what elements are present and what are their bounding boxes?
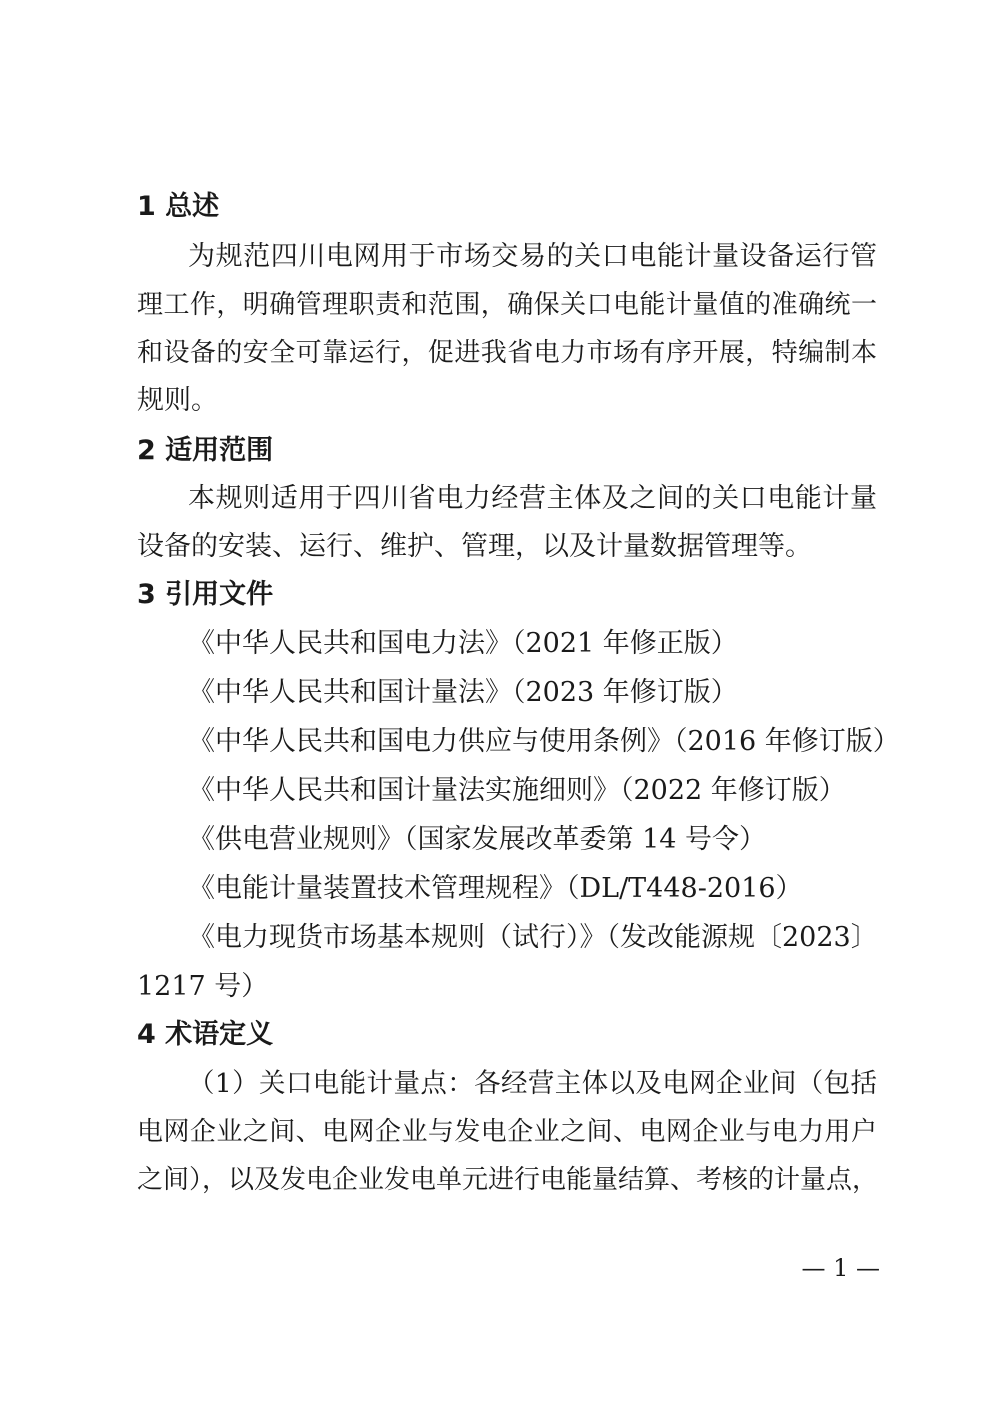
reference-3: 《中华人民共和国电力供应与使用条例》（2016 年修订版） (188, 726, 900, 757)
section-4-line-2: 电网企业之间、电网企业与发电企业之间、电网企业与电力用户 (137, 1117, 877, 1147)
page-number: — 1 — (801, 1254, 880, 1282)
section-4-line-1: （1）关口电能计量点：各经营主体以及电网企业间（包括 (188, 1068, 877, 1099)
reference-6: 《电能计量装置技术管理规程》（DL/T448-2016） (188, 873, 803, 904)
section-2-heading: 2 适用范围 (137, 435, 274, 466)
section-1-line-3: 和设备的安全可靠运行，促进我省电力市场有序开展，特编制本 (137, 338, 877, 368)
section-1-line-4: 规则。 (137, 385, 218, 416)
section-1-line-1: 为规范四川电网用于市场交易的关口电能计量设备运行管 (188, 241, 877, 272)
section-2-line-1: 本规则适用于四川省电力经营主体及之间的关口电能计量 (188, 483, 877, 514)
section-4-heading: 4 术语定义 (137, 1019, 274, 1050)
reference-7-continued: 1217 号） (137, 971, 269, 1002)
reference-2: 《中华人民共和国计量法》（2023 年修订版） (188, 677, 738, 708)
reference-4: 《中华人民共和国计量法实施细则》（2022 年修订版） (188, 775, 846, 806)
reference-1: 《中华人民共和国电力法》（2021 年修正版） (188, 628, 738, 659)
reference-7: 《电力现货市场基本规则（试行）》（发改能源规〔2023〕 (188, 922, 878, 953)
section-4-line-3: 之间），以及发电企业发电单元进行电能量结算、考核的计量点， (137, 1165, 879, 1195)
section-1-heading: 1 总述 (137, 191, 220, 222)
section-3-heading: 3 引用文件 (137, 579, 274, 610)
section-2-line-2: 设备的安装、运行、维护、管理，以及计量数据管理等。 (137, 531, 812, 562)
reference-5: 《供电营业规则》（国家发展改革委第 14 号令） (188, 824, 767, 855)
section-1-line-2: 理工作，明确管理职责和范围，确保关口电能计量值的准确统一 (137, 290, 877, 320)
